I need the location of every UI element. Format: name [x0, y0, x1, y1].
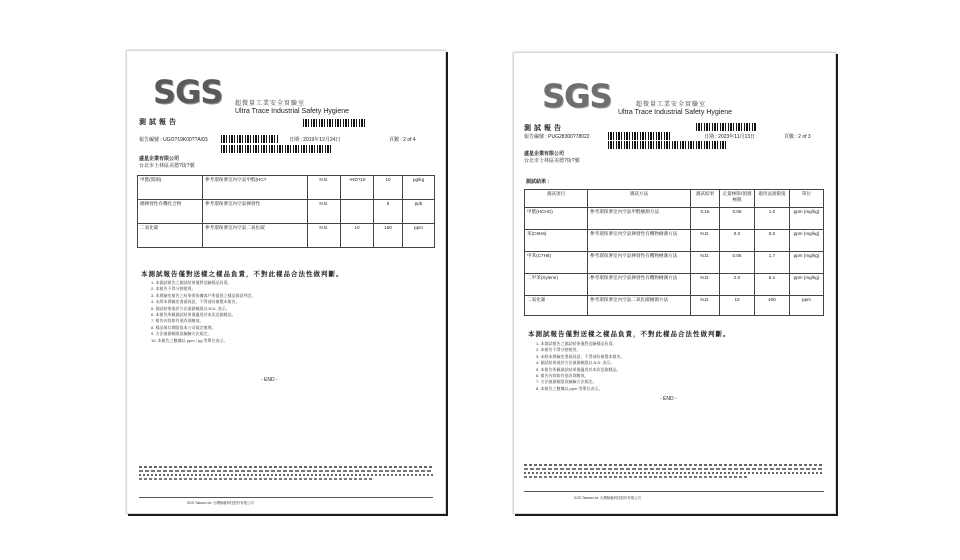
barcode	[608, 141, 728, 149]
footer-divider	[139, 497, 433, 498]
loq-cell: 2.0	[720, 274, 755, 296]
loq-cell: 0.05	[720, 252, 755, 274]
test-item: 總揮發性有機化合物	[138, 200, 203, 224]
report-title: 測試報告	[139, 119, 179, 126]
barcode	[608, 132, 672, 140]
results-table	[524, 189, 824, 316]
note-heading: 本測試報告僅對送樣之樣品負責，不對此樣品合法性做判斷。	[141, 271, 344, 278]
limit-cell: 150	[374, 224, 403, 248]
table-row	[138, 224, 435, 248]
barcode	[696, 123, 756, 131]
loq-cell: 10	[720, 296, 755, 316]
lab-name-cn: 超微量工業安全實驗室	[235, 101, 306, 107]
unit-cell: μg/kg	[403, 176, 435, 200]
barcode	[221, 135, 279, 143]
report-date: 日期 : 2023年11月13日	[704, 134, 756, 140]
sgs-logo: SGS	[542, 77, 612, 115]
note-item: 3. 本實驗室報告之結果係依據客戶所提供之樣品資訊判定。	[151, 292, 256, 298]
note-item: 1. 本測試報告之測試結果僅對送驗樣品負責。	[536, 341, 617, 346]
column-header: 測試項目	[525, 190, 588, 208]
footer-text: SGS Taiwan Ltd. 台灣檢驗科技股份有限公司	[187, 501, 254, 505]
test-method: 參考環保署室內空氣揮發性有機物檢測方法	[588, 274, 691, 296]
lab-name-en: Ultra Trace Industrial Safety Hygiene	[618, 109, 732, 116]
note-item: 4. 未經本實驗室書面同意，不得部份複製本報告。	[151, 299, 240, 305]
test-item: 二氧化碳	[138, 224, 203, 248]
unit-cell: ppm	[790, 296, 824, 316]
unit-cell: ppm (mg/kg)	[790, 230, 824, 252]
report-number: 報告編號 : PUG28300?78022	[524, 134, 590, 140]
note-item: 1. 本測試報告之測試結果僅對送驗樣品負責。	[151, 280, 232, 285]
note-heading: 本測試報告僅對送樣之樣品負責，不對此樣品合法性做判斷。	[528, 331, 731, 338]
note-item: 6. 報告內容如有塗改則無效。	[536, 373, 589, 379]
limit-cell: 5.1	[755, 274, 790, 296]
mdl-cell: N.D.	[308, 176, 341, 200]
table-row	[525, 230, 824, 252]
barcode	[221, 145, 331, 153]
notes-list	[536, 341, 624, 392]
note-item: 2. 本報告不得分割使用。	[151, 286, 196, 292]
client-address: 台北市士林區美德?街?號	[139, 163, 195, 169]
result-cell: N.D.	[691, 230, 720, 252]
lab-name-en: Ultra Trace Industrial Safety Hygiene	[235, 108, 349, 115]
note-item: 8. 樣品保存期限依本公司規定辦理。	[151, 324, 216, 330]
notes-list	[151, 280, 255, 344]
page-number: 頁數 : 2 of 4	[389, 137, 416, 143]
unit-cell: ppm (mg/kg)	[790, 274, 824, 296]
result-cell: 10	[341, 224, 374, 248]
mdl-cell: N.D.	[308, 224, 341, 248]
result-cell: N.D.	[691, 274, 720, 296]
test-item: 二氧化碳	[525, 296, 588, 316]
client-name: 盛星企業有限公司	[524, 151, 565, 157]
table-row	[525, 274, 824, 296]
report-date: 日期 : 2019年12月24日	[289, 137, 341, 143]
fine-print	[139, 465, 433, 491]
note-item: 5. 測試結果低於方法偵測極限以 N.D. 表示。	[151, 305, 230, 311]
limit-cell: 1.0	[755, 208, 790, 230]
barcode	[303, 119, 365, 127]
result-cell	[341, 200, 374, 224]
column-header: 測試結果	[691, 190, 720, 208]
footer-text: SGS Taiwan Ltd. 台灣檢驗科技股份有限公司	[574, 496, 641, 500]
sgs-logo: SGS	[153, 73, 223, 111]
test-item: 二甲苯(Xylene)	[525, 274, 588, 296]
column-header: 測試方法	[588, 190, 691, 208]
results-table	[137, 175, 435, 248]
test-method: 參考環保署室內空氣二氧化碳	[203, 224, 308, 248]
limit-cell: 1.7	[755, 252, 790, 274]
mdl-cell: N.D.	[308, 200, 341, 224]
test-item: 甲醛(間測)	[138, 176, 203, 200]
note-item: 6. 本報告所載測試結果僅適用於本次送測樣品。	[151, 312, 236, 318]
end-mark: - END -	[261, 377, 278, 383]
note-item: 8. 本報告之數據以 ppm 等單位表示。	[536, 385, 603, 391]
table-row	[138, 176, 435, 200]
footer-divider	[524, 491, 824, 492]
test-item: 甲醛(HCHO)	[525, 208, 588, 230]
table-row	[525, 208, 824, 230]
client-name: 盛星企業有限公司	[139, 156, 180, 162]
section-title: 測試結果 :	[526, 179, 550, 185]
table-row	[138, 200, 435, 224]
test-item: 苯(C6H6)	[525, 230, 588, 252]
result-cell: N.D.	[691, 296, 720, 316]
client-address: 台北市士林區美德?街?號	[524, 158, 580, 164]
limit-cell: 400	[755, 296, 790, 316]
unit-cell: ppb	[403, 200, 435, 224]
unit-cell: ppm	[403, 224, 435, 248]
end-mark: - END -	[660, 396, 677, 402]
note-item: 9. 方法偵測極限依檢驗方法規定。	[151, 331, 212, 337]
note-item: 4. 測試結果低於方法偵測極限以 N.D. 表示。	[536, 360, 615, 366]
loq-cell: 0.2	[720, 230, 755, 252]
result-cell: 0.15	[691, 208, 720, 230]
table-row	[525, 252, 824, 274]
note-item: 5. 本報告所載測試結果僅適用於本次送測樣品。	[536, 366, 621, 372]
note-item: 7. 方法偵測極限依檢驗方法規定。	[536, 379, 597, 385]
loq-cell: 0.05	[720, 208, 755, 230]
unit-cell: ppm (mg/kg)	[790, 252, 824, 274]
page-number: 頁數 : 2 of 3	[784, 134, 811, 140]
fine-print	[524, 463, 824, 487]
unit-cell: ppm (mg/kg)	[790, 208, 824, 230]
note-item: 7. 報告內容如有塗改則無效。	[151, 318, 204, 324]
column-header: 適用法規限值	[755, 190, 790, 208]
note-item: 2. 本報告不得分割使用。	[536, 347, 581, 353]
test-method: 參考環保署室內空氣揮發性	[203, 200, 308, 224]
result-cell: ~ND?10	[341, 176, 374, 200]
result-cell: N.D.	[691, 252, 720, 274]
report-page-right	[513, 52, 836, 514]
lab-name-cn: 超微量工業安全實驗室	[636, 102, 707, 108]
test-method: 參考環保署室內空氣甲醛(HC?	[203, 176, 308, 200]
limit-cell: 5	[374, 200, 403, 224]
test-method: 參考環保署室內空氣揮發性有機物檢測方法	[588, 252, 691, 274]
table-row	[525, 296, 824, 316]
test-method: 參考環保署室內空氣二氧化碳檢測方法	[588, 296, 691, 316]
report-title: 測試報告	[524, 125, 564, 132]
table-header-row	[525, 190, 824, 208]
report-number: 報告編號 : UGO?19K00??A/03	[139, 137, 208, 143]
test-item: 甲苯(C7H8)	[525, 252, 588, 274]
column-header: 單位	[790, 190, 824, 208]
note-item: 10. 本報告之數據以 ppm / μg 等單位表示。	[151, 337, 228, 343]
report-page-left	[126, 50, 446, 514]
test-method: 參考環保署室內空氣揮發性有機物檢測方法	[588, 230, 691, 252]
limit-cell: 10	[374, 176, 403, 200]
limit-cell: 5.0	[755, 230, 790, 252]
note-item: 3. 未經本實驗室書面同意，不得部份複製本報告。	[536, 353, 625, 359]
column-header: 定量極限/偵測極限	[720, 190, 755, 208]
test-method: 參考環保署室內空氣甲醛檢測方法	[588, 208, 691, 230]
